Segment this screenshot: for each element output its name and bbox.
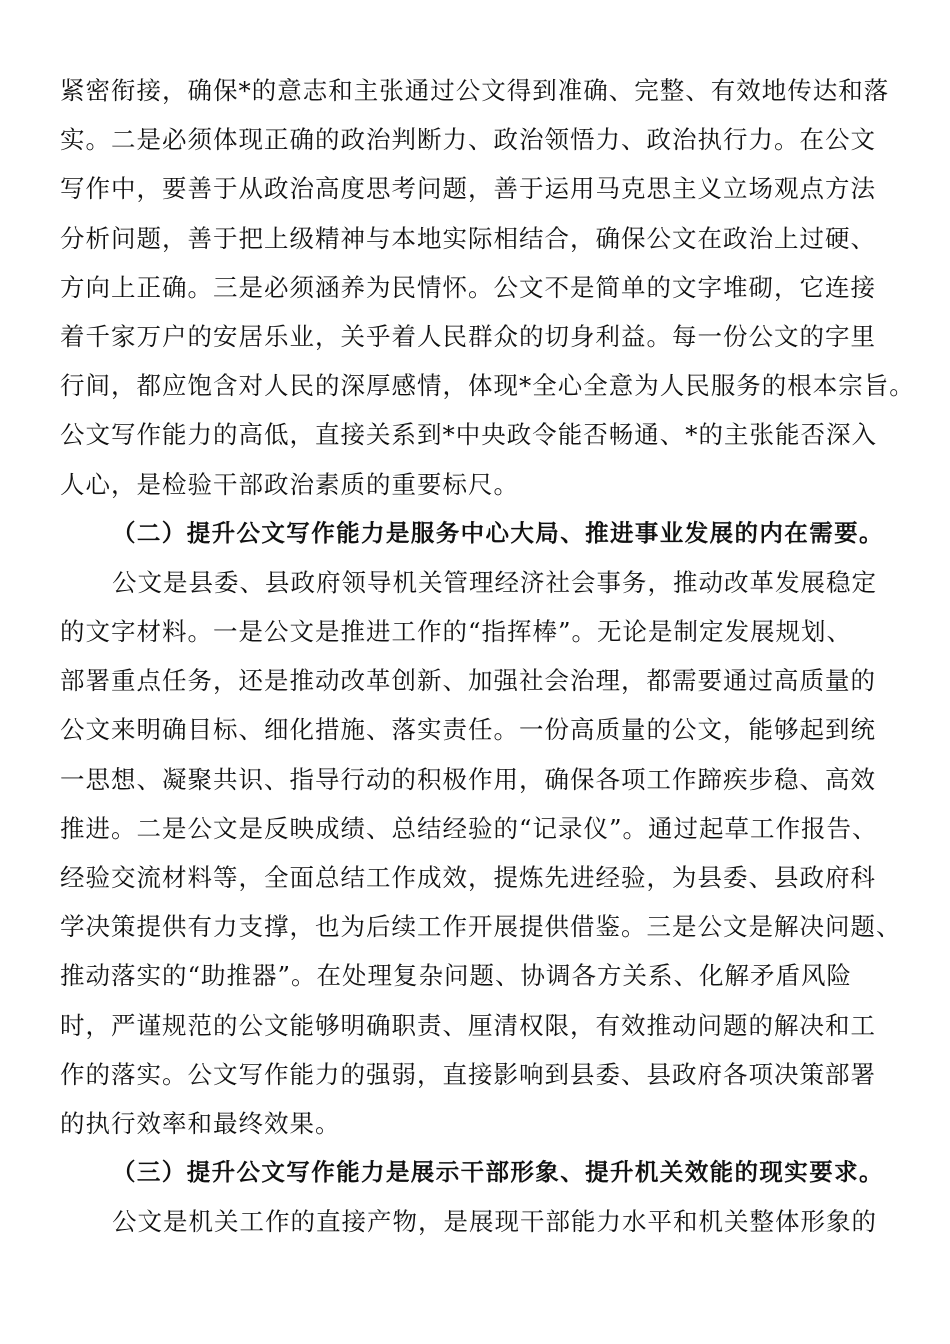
body-line: 经验交流材料等，全面总结工作成效，提炼先进经验，为县委、县政府科 — [60, 863, 876, 892]
body-line: 作的落实。公文写作能力的强弱，直接影响到县委、县政府各项决策部署 — [60, 1059, 876, 1089]
body-line: 时，严谨规范的公文能够明确职责、厘清权限，有效推动问题的解决和工 — [60, 1010, 876, 1040]
body-line: 写作中，要善于从政治高度思考问题，善于运用马克思主义立场观点方法 — [60, 174, 876, 204]
section-heading-2: （二）提升公文写作能力是服务中心大局、推进事业发展的内在需要。 — [112, 518, 884, 547]
body-line: 部署重点任务，还是推动改革创新、加强社会治理，都需要通过高质量的 — [60, 666, 876, 696]
paragraph-first-line: 公文是机关工作的直接产物，是展现干部能力水平和机关整体形象的 — [112, 1207, 877, 1237]
body-line: 学决策提供有力支撑，也为后续工作开展提供借鉴。三是公文是解决问题、 — [60, 912, 902, 942]
body-line: 的执行效率和最终效果。 — [60, 1108, 341, 1138]
body-line: 方向上正确。三是必须涵养为民情怀。公文不是简单的文字堆砌，它连接 — [60, 272, 876, 302]
body-line: 实。二是必须体现正确的政治判断力、政治领悟力、政治执行力。在公文 — [60, 125, 876, 155]
body-line: 推进。二是公文是反映成绩、总结经验的“记录仪”。通过起草工作报告、 — [60, 813, 878, 843]
body-line: 的文字材料。一是公文是推进工作的“指挥棒”。无论是制定发展规划、 — [60, 617, 853, 647]
body-line: 推动落实的“助推器”。在处理复杂问题、协调各方关系、化解矛盾风险 — [60, 961, 853, 991]
body-line: 公文写作能力的高低，直接关系到*中央政令能否畅通、*的主张能否深入 — [60, 420, 877, 450]
body-line: 公文来明确目标、细化措施、落实责任。一份高质量的公文，能够起到统 — [60, 715, 876, 745]
paragraph-first-line: 公文是县委、县政府领导机关管理经济社会事务，推动改革发展稳定 — [112, 567, 877, 597]
document-body — [60, 66, 915, 1247]
body-line: 人心，是检验干部政治素质的重要标尺。 — [60, 469, 519, 499]
body-line: 着千家万户的安居乐业，关乎着人民群众的切身利益。每一份公文的字里 — [60, 321, 876, 351]
body-line: 一思想、凝聚共识、指导行动的积极作用，确保各项工作蹄疾步稳、高效 — [60, 764, 876, 794]
body-line: 行间，都应饱含对人民的深厚感情，体现*全心全意为人民服务的根本宗旨。 — [60, 371, 915, 401]
body-line: 分析问题，善于把上级精神与本地实际相结合，确保公文在政治上过硬、 — [60, 223, 876, 253]
section-heading-3: （三）提升公文写作能力是展示干部形象、提升机关效能的现实要求。 — [112, 1158, 884, 1187]
body-line: 紧密衔接，确保*的意志和主张通过公文得到准确、完整、有效地传达和落 — [60, 76, 890, 105]
